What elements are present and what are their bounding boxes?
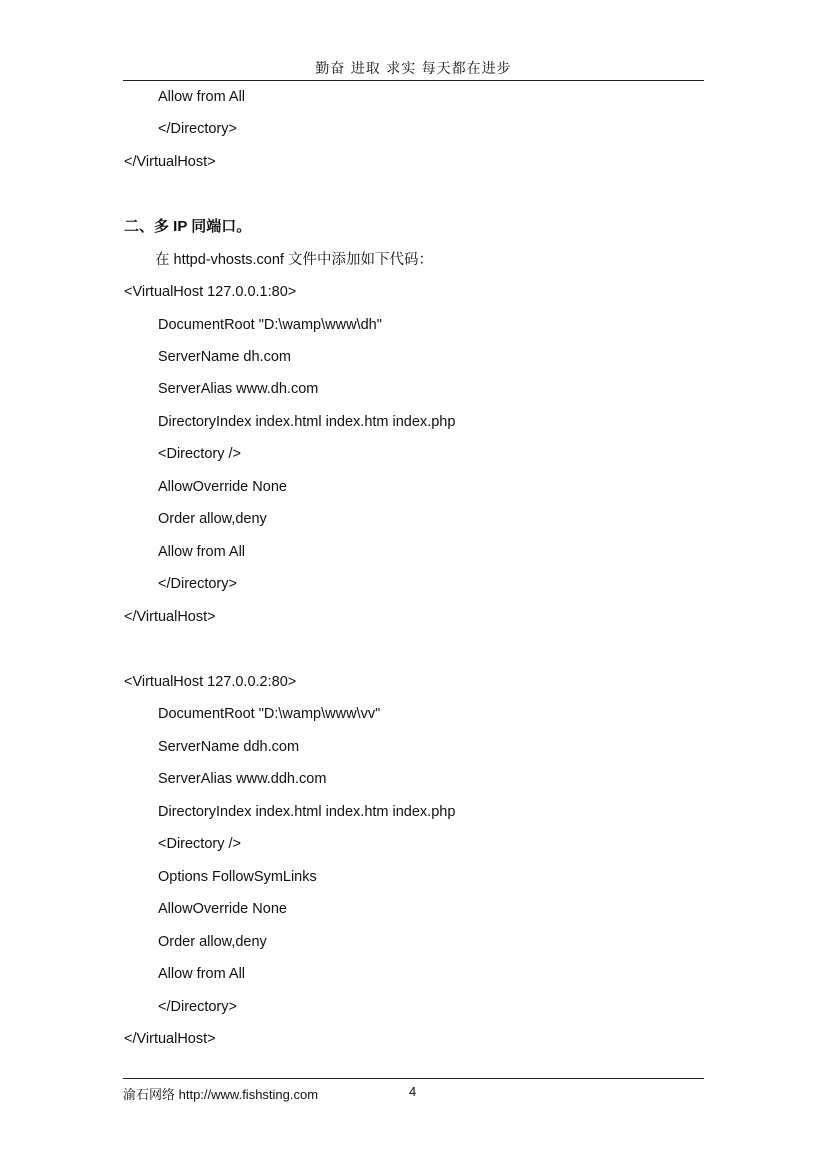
intro-text: 在 httpd-vhosts.conf 文件中添加如下代码： (155, 252, 433, 268)
code-line: DirectoryIndex index.html index.htm index.php (158, 804, 456, 820)
code-line: Options FollowSymLinks (158, 869, 317, 885)
code-line: </Directory> (158, 576, 237, 592)
code-line: DirectoryIndex index.html index.htm index.php (158, 414, 456, 430)
code-line: </VirtualHost> (124, 1031, 216, 1047)
code-line: ServerAlias www.dh.com (158, 381, 319, 397)
code-line: Allow from All (158, 89, 246, 105)
page-header (123, 56, 704, 81)
code-line: </Directory> (158, 121, 237, 137)
footer-site: 渝石网络 http://www.fishsting.com (123, 1087, 319, 1102)
code-line: ServerName ddh.com (158, 739, 300, 755)
code-line: </Directory> (158, 999, 237, 1015)
code-line: AllowOverride None (158, 901, 287, 917)
code-line: AllowOverride None (158, 479, 287, 495)
code-line: ServerAlias www.ddh.com (158, 771, 327, 787)
code-line: Allow from All (158, 544, 246, 560)
code-line: Order allow,deny (158, 934, 267, 950)
code-line: DocumentRoot "D:\wamp\www\dh" (158, 317, 382, 333)
code-line: <Directory /> (158, 836, 241, 852)
code-line: </VirtualHost> (124, 154, 216, 170)
code-line: <Directory /> (158, 446, 241, 462)
code-line: Order allow,deny (158, 511, 267, 527)
header-title: 勤奋 进取 求实 每天都在进步 (315, 61, 512, 77)
code-line: <VirtualHost 127.0.0.1:80> (124, 284, 297, 300)
code-line: Allow from All (158, 966, 246, 982)
code-line: ServerName dh.com (158, 349, 291, 365)
code-line: </VirtualHost> (124, 609, 216, 625)
page-footer (123, 1078, 704, 1109)
section-heading: 二、多 IP 同端口。 (124, 218, 252, 235)
code-line: DocumentRoot "D:\wamp\www\vv" (158, 706, 381, 722)
page-number: 4 (409, 1084, 417, 1099)
code-line: <VirtualHost 127.0.0.2:80> (124, 674, 297, 690)
